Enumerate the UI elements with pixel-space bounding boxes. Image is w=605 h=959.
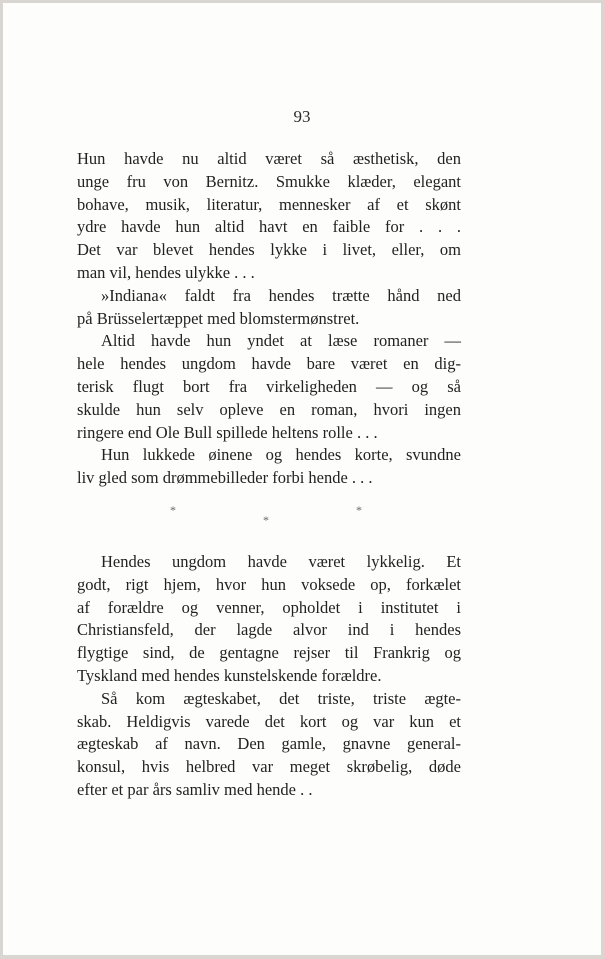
text-line: flygtige sind, de gentagne rejser til Frankrig og xyxy=(77,643,461,663)
text-line: Hun lukkede øinene og hendes korte, svundne xyxy=(101,445,461,465)
section-separator-star: * xyxy=(356,503,362,517)
text-line: skulde hun selv opleve en roman, hvori ingen xyxy=(77,399,461,419)
text-line: ringere end Ole Bull spillede heltens rolle . . . xyxy=(77,422,378,442)
text-line: skab. Heldigvis varede det kort og var kun et xyxy=(77,711,461,731)
section-separator-star: * xyxy=(170,503,176,517)
paragraph-1 xyxy=(77,148,461,285)
paragraph-4 xyxy=(77,444,461,490)
text-line: på Brüsselertæppet med blomstermønstret. xyxy=(77,308,360,328)
text-line: ægteskab af navn. Den gamle, gnavne general- xyxy=(77,734,461,754)
text-line: unge fru von Bernitz. Smukke klæder, elegant xyxy=(77,171,461,191)
text-line: Christiansfeld, der lagde alvor ind i hendes xyxy=(77,620,461,640)
paragraph-3 xyxy=(77,330,461,444)
text-section-2 xyxy=(77,551,461,802)
text-line: Altid havde hun yndet at læse romaner — xyxy=(101,331,461,351)
section-separator-star: * xyxy=(263,513,269,527)
text-line: Hendes ungdom havde været lykkelig. Et xyxy=(101,552,461,571)
text-section-1 xyxy=(77,148,461,490)
book-page xyxy=(3,3,601,955)
text-line: terisk flugt bort fra virkeligheden — og så xyxy=(77,376,461,396)
paragraph-2 xyxy=(77,285,461,331)
page-number: 93 xyxy=(293,107,311,126)
text-line: Det var blevet hendes lykke i livet, eller, om xyxy=(77,240,461,260)
text-line: bohave, musik, literatur, mennesker af et skønt xyxy=(77,194,461,214)
text-line: Tyskland med hendes kunstelskende forældre. xyxy=(77,665,382,685)
text-line: Hun havde nu altid været så æsthetisk, den xyxy=(77,149,461,168)
text-line: man vil, hendes ulykke . . . xyxy=(77,262,255,282)
paragraph-5 xyxy=(77,551,461,688)
text-line: ydre havde hun altid havt en faible for . . . xyxy=(77,217,461,237)
text-line: godt, rigt hjem, hvor hun voksede op, forkælet xyxy=(77,574,461,594)
text-line: Så kom ægteskabet, det triste, triste ægte- xyxy=(101,688,461,708)
text-line: af forældre og venner, opholdet i institutet i xyxy=(77,597,461,617)
text-line: konsul, hvis helbred var meget skrøbelig, døde xyxy=(77,757,461,777)
paragraph-6 xyxy=(77,688,461,802)
text-line: liv gled som drømmebilleder forbi hende . . . xyxy=(77,468,373,488)
text-line: »Indiana« faldt fra hendes trætte hånd ned xyxy=(101,285,461,305)
text-line: hele hendes ungdom havde bare været en dig- xyxy=(77,354,461,374)
text-line: efter et par års samliv med hende . . xyxy=(77,779,313,799)
